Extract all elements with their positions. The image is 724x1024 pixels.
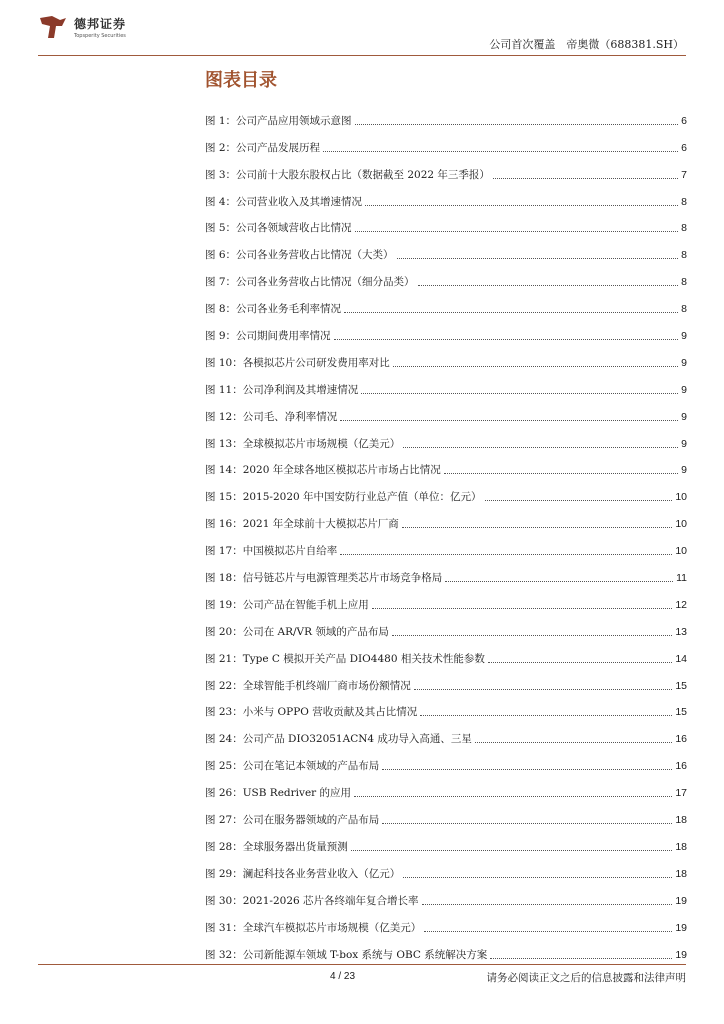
toc-entry-page: 14 (675, 652, 687, 665)
toc-entry-label: 图 16：2021 年全球前十大模拟芯片厂商 (205, 518, 399, 531)
toc-entry-label: 图 15：2015-2020 年中国安防行业总产值（单位：亿元） (205, 491, 482, 504)
toc-entry-page: 9 (681, 437, 687, 450)
toc-entry[interactable] (205, 693, 687, 720)
toc-entry-label: 图 19：公司产品在智能手机上应用 (205, 598, 369, 611)
toc-entry[interactable] (205, 854, 687, 881)
toc-entry[interactable] (205, 182, 687, 209)
toc-entry[interactable] (205, 746, 687, 773)
toc-entry[interactable] (205, 800, 687, 827)
toc-entry-label: 图 3：公司前十大股东股权占比（数据截至 2022 年三季报） (205, 168, 490, 181)
toc-title: 图表目录 (205, 70, 277, 91)
toc-entry-page: 19 (675, 948, 687, 961)
toc-entry[interactable] (205, 881, 687, 908)
toc-entry[interactable] (205, 558, 687, 585)
toc-entry[interactable] (205, 397, 687, 424)
brand-name-en: Topsperity Securities (74, 33, 126, 39)
toc-entry[interactable] (205, 370, 687, 397)
toc-entry-page: 18 (675, 814, 687, 827)
toc-entry-label: 图 14：2020 年全球各地区模拟芯片市场占比情况 (205, 464, 441, 477)
toc-leader-dots (393, 366, 678, 367)
toc-leader-dots (340, 420, 678, 421)
toc-entry[interactable] (205, 531, 687, 558)
toc-leader-dots (488, 662, 672, 663)
toc-entry-page: 8 (681, 195, 687, 208)
toc-leader-dots (402, 527, 673, 528)
toc-entry[interactable] (205, 827, 687, 854)
toc-entry-label: 图 4：公司营业收入及其增速情况 (205, 195, 363, 208)
toc-entry[interactable] (205, 773, 687, 800)
toc-leader-dots (445, 581, 673, 582)
toc-entry-page: 11 (676, 572, 687, 585)
toc-entry-page: 8 (681, 276, 687, 289)
toc-leader-dots (493, 178, 678, 179)
toc-entry-label: 图 11：公司净利润及其增速情况 (205, 383, 359, 396)
toc-entry[interactable] (205, 343, 687, 370)
toc-entry[interactable] (205, 935, 687, 962)
toc-entry-label: 图 6：公司各业务营收占比情况（大类） (205, 249, 394, 262)
brand-name: 德邦证券 (74, 17, 127, 31)
toc-leader-dots (392, 635, 672, 636)
toc-entry-page: 10 (675, 545, 687, 558)
toc-entry[interactable] (205, 451, 687, 478)
toc-entry-label: 图 7：公司各业务营收占比情况（细分品类） (205, 276, 415, 289)
toc-leader-dots (485, 500, 673, 501)
toc-entry-page: 18 (675, 867, 687, 880)
toc-leader-dots (351, 850, 673, 851)
toc-entry-label: 图 20：公司在 AR/VR 领域的产品布局 (205, 625, 389, 638)
toc-entry[interactable] (205, 477, 687, 504)
toc-entry-label: 图 29：澜起科技各业务营业收入（亿元） (205, 867, 401, 880)
toc-entry-label: 图 10：各模拟芯片公司研发费用率对比 (205, 356, 390, 369)
toc-entry-label: 图 23：小米与 OPPO 营收贡献及其占比情况 (205, 706, 418, 719)
toc-list (205, 101, 687, 962)
toc-leader-dots (403, 447, 678, 448)
toc-entry-page: 16 (675, 733, 687, 746)
toc-leader-dots (382, 823, 672, 824)
toc-entry[interactable] (205, 585, 687, 612)
toc-leader-dots (340, 554, 672, 555)
page-number: 4 / 23 (330, 971, 356, 982)
toc-entry[interactable] (205, 155, 687, 182)
toc-leader-dots (403, 877, 672, 878)
toc-entry[interactable] (205, 908, 687, 935)
toc-entry-label: 图 8：公司各业务毛利率情况 (205, 303, 342, 316)
toc-entry-label: 图 26：USB Redriver 的应用 (205, 787, 352, 800)
toc-entry[interactable] (205, 289, 687, 316)
toc-entry-label: 图 21：Type C 模拟开关产品 DIO4480 相关技术性能参数 (205, 652, 485, 665)
toc-entry[interactable] (205, 101, 687, 128)
toc-entry-page: 6 (681, 141, 687, 154)
toc-leader-dots (424, 931, 672, 932)
disclaimer: 请务必阅读正文之后的信息披露和法律声明 (486, 972, 686, 984)
toc-entry-page: 19 (675, 894, 687, 907)
toc-entry-page: 8 (681, 303, 687, 316)
toc-entry-page: 15 (675, 679, 687, 692)
toc-leader-dots (354, 796, 672, 797)
toc-entry[interactable] (205, 128, 687, 155)
toc-entry-label: 图 13：全球模拟芯片市场规模（亿美元） (205, 437, 401, 450)
toc-entry-page: 9 (681, 330, 687, 343)
toc-leader-dots (397, 258, 679, 259)
toc-entry-label: 图 30：2021-2026 芯片各终端年复合增长率 (205, 894, 419, 907)
toc-entry-label: 图 5：公司各领域营收占比情况 (205, 222, 352, 235)
toc-entry-page: 6 (681, 114, 687, 127)
toc-leader-dots (444, 473, 678, 474)
toc-entry-label: 图 2：公司产品发展历程 (205, 141, 321, 154)
toc-entry-label: 图 31：全球汽车模拟芯片市场规模（亿美元） (205, 921, 422, 934)
toc-leader-dots (365, 205, 678, 206)
header-divider (38, 55, 686, 56)
toc-leader-dots (420, 715, 672, 716)
toc-entry-page: 7 (681, 168, 687, 181)
toc-entry[interactable] (205, 209, 687, 236)
toc-leader-dots (372, 608, 673, 609)
toc-entry-page: 8 (681, 249, 687, 262)
toc-entry-label: 图 24：公司产品 DIO32051ACN4 成功导入高通、三星 (205, 733, 472, 746)
toc-leader-dots (355, 231, 679, 232)
toc-entry-label: 图 18：信号链芯片与电源管理类芯片市场竞争格局 (205, 572, 443, 585)
toc-entry-page: 16 (675, 760, 687, 773)
footer-divider (38, 964, 686, 965)
toc-entry-label: 图 12：公司毛、净利率情况 (205, 410, 338, 423)
toc-entry-page: 9 (681, 356, 687, 369)
toc-entry[interactable] (205, 424, 687, 451)
toc-entry-label: 图 22：全球智能手机终端厂商市场份额情况 (205, 679, 411, 692)
toc-entry-page: 10 (675, 491, 687, 504)
toc-entry-page: 18 (675, 840, 687, 853)
toc-entry-page: 9 (681, 383, 687, 396)
toc-entry-page: 9 (681, 464, 687, 477)
toc-entry[interactable] (205, 666, 687, 693)
brand-logo-icon (38, 14, 68, 40)
toc-entry-label: 图 27：公司在服务器领域的产品布局 (205, 814, 380, 827)
toc-entry-label: 图 32：公司新能源车领域 T-box 系统与 OBC 系统解决方案 (205, 948, 488, 961)
toc-entry-label: 图 25：公司在笔记本领域的产品布局 (205, 760, 380, 773)
toc-leader-dots (361, 393, 678, 394)
toc-leader-dots (344, 312, 678, 313)
toc-leader-dots (382, 769, 672, 770)
toc-entry-page: 12 (675, 598, 687, 611)
toc-entry[interactable] (205, 235, 687, 262)
toc-entry[interactable] (205, 612, 687, 639)
toc-entry[interactable] (205, 316, 687, 343)
toc-entry-label: 图 28：全球服务器出货量预测 (205, 840, 348, 853)
report-header: 公司首次覆盖 帝奥微（688381.SH） (489, 38, 684, 51)
toc-leader-dots (490, 958, 672, 959)
toc-leader-dots (334, 339, 679, 340)
toc-entry-page: 17 (675, 787, 687, 800)
toc-entry[interactable] (205, 504, 687, 531)
toc-entry[interactable] (205, 719, 687, 746)
toc-entry[interactable] (205, 639, 687, 666)
toc-entry-label: 图 17：中国模拟芯片自给率 (205, 545, 338, 558)
toc-leader-dots (418, 285, 679, 286)
toc-leader-dots (323, 151, 678, 152)
toc-entry-page: 8 (681, 222, 687, 235)
toc-entry-page: 19 (675, 921, 687, 934)
toc-leader-dots (414, 689, 673, 690)
toc-entry-page: 15 (675, 706, 687, 719)
toc-leader-dots (422, 904, 673, 905)
toc-leader-dots (355, 124, 679, 125)
toc-entry-label: 图 9：公司期间费用率情况 (205, 330, 331, 343)
toc-entry-page: 13 (675, 625, 687, 638)
toc-entry[interactable] (205, 262, 687, 289)
toc-entry-label: 图 1：公司产品应用领域示意图 (205, 114, 352, 127)
brand-logo (38, 14, 126, 40)
toc-entry-page: 10 (675, 518, 687, 531)
toc-entry-page: 9 (681, 410, 687, 423)
toc-leader-dots (475, 742, 672, 743)
